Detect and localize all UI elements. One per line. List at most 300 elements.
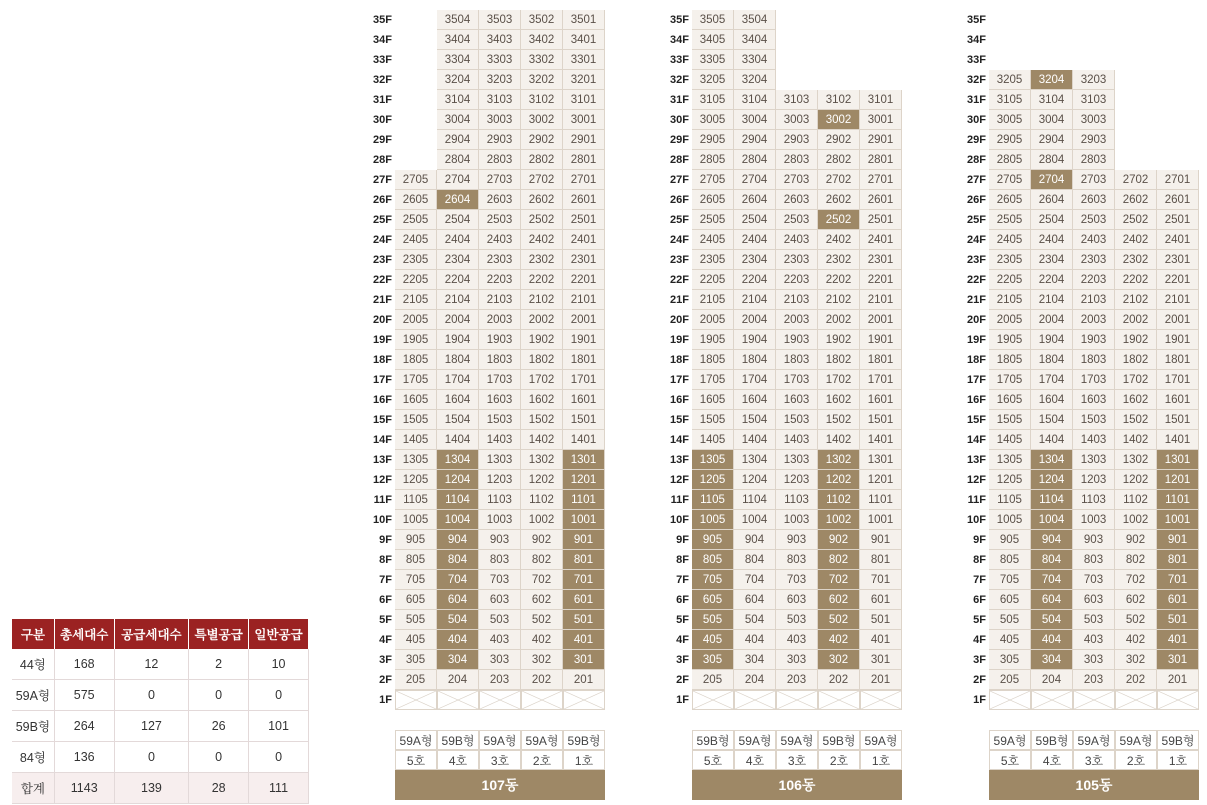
unit-cell: 2002 <box>818 310 860 330</box>
unit-cell: 3001 <box>563 110 605 130</box>
floor-label: 11F <box>670 494 689 506</box>
unit-cell: 3204 <box>1031 70 1073 90</box>
ground-floor-cell <box>1157 690 1199 710</box>
unit-cell: 2803 <box>776 150 818 170</box>
floor-label: 27F <box>967 174 986 186</box>
unit-cell: 805 <box>395 550 437 570</box>
unit-cell: 901 <box>563 530 605 550</box>
unit-cell: 2005 <box>692 310 734 330</box>
unit-cell: 1203 <box>776 470 818 490</box>
unit-cell: 2304 <box>734 250 776 270</box>
unit-cell: 701 <box>1157 570 1199 590</box>
unit-cell: 2303 <box>1073 250 1115 270</box>
unit-cell: 3003 <box>776 110 818 130</box>
unit-cell: 603 <box>1073 590 1115 610</box>
unit-cell: 3304 <box>734 50 776 70</box>
unit-cell: 2503 <box>479 210 521 230</box>
unit-cell: 3405 <box>692 30 734 50</box>
unit-cell: 3404 <box>734 30 776 50</box>
floor-label: 2F <box>676 674 689 686</box>
unit-cell: 1305 <box>989 450 1031 470</box>
unit-cell: 1101 <box>860 490 902 510</box>
floor-label: 19F <box>670 334 689 346</box>
unit-cell: 1205 <box>989 470 1031 490</box>
floor-label: 12F <box>967 474 986 486</box>
floor-label: 26F <box>670 194 689 206</box>
unit-cell: 1301 <box>563 450 605 470</box>
floor-label: 33F <box>373 54 392 66</box>
unit-cell: 2004 <box>1031 310 1073 330</box>
unit-cell: 2405 <box>395 230 437 250</box>
summary-cell: 12 <box>114 649 189 680</box>
floor-label: 4F <box>379 634 392 646</box>
unit-cell: 2805 <box>692 150 734 170</box>
unit-cell: 602 <box>521 590 563 610</box>
unit-cell: 2504 <box>734 210 776 230</box>
unit-type-label: 59A형 <box>776 730 818 750</box>
floor-label: 14F <box>670 434 689 446</box>
unit-cell: 402 <box>521 630 563 650</box>
unit-cell: 801 <box>1157 550 1199 570</box>
floor-label: 17F <box>670 374 689 386</box>
unit-cell: 704 <box>437 570 479 590</box>
unit-cell: 504 <box>437 610 479 630</box>
unit-cell: 1501 <box>1157 410 1199 430</box>
unit-cell: 1402 <box>1115 430 1157 450</box>
unit-cell: 1601 <box>1157 390 1199 410</box>
unit-cell: 3403 <box>479 30 521 50</box>
unit-cell: 2204 <box>437 270 479 290</box>
unit-cell: 704 <box>1031 570 1073 590</box>
unit-cell: 2701 <box>860 170 902 190</box>
unit-cell: 1905 <box>692 330 734 350</box>
unit-cell: 3205 <box>989 70 1031 90</box>
floor-label: 33F <box>670 54 689 66</box>
unit-cell: 2901 <box>563 130 605 150</box>
unit-cell: 303 <box>776 650 818 670</box>
unit-type-label: 59A형 <box>860 730 902 750</box>
unit-cell: 3205 <box>692 70 734 90</box>
unit-cell: 1001 <box>1157 510 1199 530</box>
unit-cell: 2204 <box>1031 270 1073 290</box>
floor-label: 35F <box>967 14 986 26</box>
unit-cell: 204 <box>1031 670 1073 690</box>
unit-cell: 2703 <box>776 170 818 190</box>
unit-cell: 2901 <box>860 130 902 150</box>
floor-label: 24F <box>373 234 392 246</box>
floor-label: 25F <box>373 214 392 226</box>
floor-label: 17F <box>967 374 986 386</box>
unit-cell: 2305 <box>692 250 734 270</box>
unit-cell: 405 <box>395 630 437 650</box>
unit-cell: 1703 <box>479 370 521 390</box>
unit-cell: 305 <box>692 650 734 670</box>
floor-label: 29F <box>373 134 392 146</box>
floor-label: 27F <box>373 174 392 186</box>
unit-cell: 2302 <box>818 250 860 270</box>
unit-cell: 2403 <box>479 230 521 250</box>
unit-cell: 2205 <box>395 270 437 290</box>
unit-cell: 1404 <box>734 430 776 450</box>
unit-cell: 203 <box>776 670 818 690</box>
unit-cell: 1103 <box>776 490 818 510</box>
floor-label: 16F <box>670 394 689 406</box>
unit-number-label: 5호 <box>395 750 437 770</box>
unit-type-label: 59A형 <box>734 730 776 750</box>
unit-cell: 2402 <box>1115 230 1157 250</box>
unit-cell: 301 <box>860 650 902 670</box>
unit-cell: 1704 <box>437 370 479 390</box>
unit-cell: 205 <box>692 670 734 690</box>
summary-cell: 0 <box>114 742 189 773</box>
summary-row <box>12 680 309 711</box>
unit-cell: 1105 <box>692 490 734 510</box>
unit-cell: 1604 <box>1031 390 1073 410</box>
unit-cell: 605 <box>989 590 1031 610</box>
floor-label: 16F <box>373 394 392 406</box>
summary-cell: 59A형 <box>12 680 54 711</box>
unit-cell: 702 <box>521 570 563 590</box>
unit-cell: 3103 <box>776 90 818 110</box>
unit-cell: 2905 <box>692 130 734 150</box>
unit-cell: 1803 <box>1073 350 1115 370</box>
unit-cell: 2704 <box>437 170 479 190</box>
unit-cell: 3102 <box>818 90 860 110</box>
unit-cell: 601 <box>860 590 902 610</box>
floor-label: 2F <box>379 674 392 686</box>
floor-label: 23F <box>373 254 392 266</box>
unit-number-label: 3호 <box>776 750 818 770</box>
unit-cell: 1305 <box>395 450 437 470</box>
unit-cell: 802 <box>818 550 860 570</box>
unit-cell: 2302 <box>1115 250 1157 270</box>
unit-cell: 3105 <box>692 90 734 110</box>
summary-header-general-supply: 일반공급 <box>249 619 309 649</box>
summary-cell: 0 <box>189 680 249 711</box>
unit-cell: 1303 <box>776 450 818 470</box>
unit-cell: 2902 <box>818 130 860 150</box>
unit-cell: 1502 <box>521 410 563 430</box>
unit-cell: 1105 <box>395 490 437 510</box>
summary-cell: 101 <box>249 711 309 742</box>
unit-cell: 201 <box>1157 670 1199 690</box>
unit-cell: 2401 <box>1157 230 1199 250</box>
unit-cell: 1704 <box>734 370 776 390</box>
unit-type-label: 59B형 <box>818 730 860 750</box>
unit-cell: 1003 <box>1073 510 1115 530</box>
unit-number-label: 3호 <box>479 750 521 770</box>
floor-label: 27F <box>670 174 689 186</box>
unit-cell: 1404 <box>1031 430 1073 450</box>
unit-cell: 1201 <box>563 470 605 490</box>
summary-cell: 0 <box>249 742 309 773</box>
unit-cell: 1005 <box>692 510 734 530</box>
floor-label: 23F <box>967 254 986 266</box>
unit-cell: 1405 <box>692 430 734 450</box>
unit-cell: 1802 <box>1115 350 1157 370</box>
unit-cell: 705 <box>989 570 1031 590</box>
unit-cell: 2702 <box>521 170 563 190</box>
floor-label: 4F <box>676 634 689 646</box>
unit-type-label: 59A형 <box>479 730 521 750</box>
unit-cell: 1005 <box>395 510 437 530</box>
unit-cell: 2202 <box>1115 270 1157 290</box>
unit-cell: 3103 <box>479 90 521 110</box>
unit-cell: 2705 <box>395 170 437 190</box>
unit-cell: 1305 <box>692 450 734 470</box>
unit-cell: 1502 <box>1115 410 1157 430</box>
unit-cell: 903 <box>776 530 818 550</box>
unit-cell: 3201 <box>563 70 605 90</box>
unit-cell: 204 <box>734 670 776 690</box>
summary-cell: 0 <box>114 680 189 711</box>
unit-cell: 802 <box>1115 550 1157 570</box>
unit-cell: 1602 <box>521 390 563 410</box>
unit-cell: 3501 <box>563 10 605 30</box>
unit-cell: 2002 <box>1115 310 1157 330</box>
unit-cell: 2002 <box>521 310 563 330</box>
floor-label: 32F <box>670 74 689 86</box>
floor-label: 17F <box>373 374 392 386</box>
unit-cell: 203 <box>479 670 521 690</box>
unit-cell: 2001 <box>860 310 902 330</box>
unit-cell: 1903 <box>1073 330 1115 350</box>
unit-cell: 2701 <box>1157 170 1199 190</box>
floor-label: 5F <box>973 614 986 626</box>
unit-cell: 2103 <box>1073 290 1115 310</box>
floor-label: 33F <box>967 54 986 66</box>
floor-label: 15F <box>967 414 986 426</box>
floor-label: 18F <box>967 354 986 366</box>
unit-cell: 2503 <box>1073 210 1115 230</box>
unit-type-label: 59A형 <box>1115 730 1157 750</box>
unit-cell: 2801 <box>563 150 605 170</box>
unit-cell: 2904 <box>734 130 776 150</box>
unit-cell: 2802 <box>521 150 563 170</box>
unit-cell: 304 <box>437 650 479 670</box>
unit-cell: 1304 <box>437 450 479 470</box>
floor-label: 31F <box>967 94 986 106</box>
unit-cell: 1003 <box>479 510 521 530</box>
unit-cell: 3001 <box>860 110 902 130</box>
floor-label: 1F <box>973 694 986 706</box>
unit-cell: 304 <box>1031 650 1073 670</box>
unit-cell: 2104 <box>734 290 776 310</box>
unit-type-label: 59A형 <box>989 730 1031 750</box>
unit-cell: 604 <box>437 590 479 610</box>
unit-cell: 1504 <box>734 410 776 430</box>
unit-cell: 3503 <box>479 10 521 30</box>
unit-cell: 1203 <box>1073 470 1115 490</box>
unit-cell: 1505 <box>989 410 1031 430</box>
unit-cell: 403 <box>479 630 521 650</box>
unit-cell: 1705 <box>395 370 437 390</box>
unit-cell: 3104 <box>734 90 776 110</box>
unit-cell: 801 <box>563 550 605 570</box>
floor-label: 32F <box>373 74 392 86</box>
unit-cell: 1101 <box>1157 490 1199 510</box>
unit-cell: 501 <box>1157 610 1199 630</box>
summary-cell: 10 <box>249 649 309 680</box>
unit-number-label: 2호 <box>818 750 860 770</box>
ground-floor-cell <box>692 690 734 710</box>
unit-cell: 303 <box>479 650 521 670</box>
floor-label: 30F <box>670 114 689 126</box>
summary-cell: 84형 <box>12 742 54 773</box>
unit-cell: 3301 <box>563 50 605 70</box>
unit-cell: 903 <box>479 530 521 550</box>
unit-cell: 704 <box>734 570 776 590</box>
unit-cell: 3005 <box>692 110 734 130</box>
unit-cell: 603 <box>776 590 818 610</box>
unit-cell: 2803 <box>1073 150 1115 170</box>
unit-cell: 1801 <box>860 350 902 370</box>
unit-cell: 1303 <box>479 450 521 470</box>
unit-cell: 1104 <box>734 490 776 510</box>
unit-cell: 2704 <box>1031 170 1073 190</box>
unit-cell: 703 <box>479 570 521 590</box>
unit-cell: 503 <box>479 610 521 630</box>
unit-cell: 3302 <box>521 50 563 70</box>
unit-cell: 1004 <box>437 510 479 530</box>
summary-row <box>12 649 309 680</box>
unit-cell: 2803 <box>479 150 521 170</box>
unit-cell: 1403 <box>1073 430 1115 450</box>
unit-cell: 904 <box>734 530 776 550</box>
floor-label: 9F <box>379 534 392 546</box>
unit-cell: 2203 <box>1073 270 1115 290</box>
unit-cell: 2402 <box>521 230 563 250</box>
summary-total-cell: 111 <box>249 773 309 804</box>
unit-cell: 402 <box>1115 630 1157 650</box>
unit-cell: 1804 <box>1031 350 1073 370</box>
unit-cell: 605 <box>395 590 437 610</box>
unit-cell: 3003 <box>1073 110 1115 130</box>
unit-cell: 3305 <box>692 50 734 70</box>
unit-cell: 2305 <box>395 250 437 270</box>
unit-cell: 2601 <box>563 190 605 210</box>
unit-cell: 1804 <box>734 350 776 370</box>
unit-cell: 1901 <box>1157 330 1199 350</box>
unit-cell: 1502 <box>818 410 860 430</box>
unit-cell: 1605 <box>395 390 437 410</box>
unit-cell: 905 <box>989 530 1031 550</box>
unit-cell: 1904 <box>437 330 479 350</box>
unit-cell: 2604 <box>437 190 479 210</box>
unit-cell: 605 <box>692 590 734 610</box>
unit-cell: 502 <box>521 610 563 630</box>
unit-cell: 301 <box>563 650 605 670</box>
floor-label: 21F <box>670 294 689 306</box>
unit-cell: 2703 <box>1073 170 1115 190</box>
summary-cell: 0 <box>189 742 249 773</box>
unit-cell: 3402 <box>521 30 563 50</box>
unit-cell: 1801 <box>563 350 605 370</box>
unit-cell: 3504 <box>734 10 776 30</box>
floor-label: 13F <box>967 454 986 466</box>
unit-type-label: 59B형 <box>1157 730 1199 750</box>
unit-cell: 1302 <box>818 450 860 470</box>
unit-cell: 1304 <box>734 450 776 470</box>
ground-floor-cell <box>563 690 605 710</box>
unit-cell: 501 <box>860 610 902 630</box>
unit-cell: 2304 <box>437 250 479 270</box>
unit-cell: 602 <box>818 590 860 610</box>
unit-cell: 3203 <box>1073 70 1115 90</box>
unit-cell: 2104 <box>1031 290 1073 310</box>
unit-cell: 2705 <box>989 170 1031 190</box>
unit-cell: 901 <box>860 530 902 550</box>
floor-label: 18F <box>670 354 689 366</box>
unit-cell: 2804 <box>1031 150 1073 170</box>
summary-cell: 0 <box>249 680 309 711</box>
unit-cell: 401 <box>860 630 902 650</box>
unit-cell: 3304 <box>437 50 479 70</box>
summary-header-supply-households: 공급세대수 <box>114 619 189 649</box>
unit-cell: 2404 <box>734 230 776 250</box>
unit-cell: 2303 <box>776 250 818 270</box>
building-name: 105동 <box>989 770 1199 800</box>
unit-cell: 2302 <box>521 250 563 270</box>
unit-cell: 3004 <box>734 110 776 130</box>
unit-cell: 1403 <box>479 430 521 450</box>
unit-cell: 1604 <box>437 390 479 410</box>
floor-label: 35F <box>373 14 392 26</box>
floor-label: 30F <box>373 114 392 126</box>
unit-cell: 3204 <box>734 70 776 90</box>
unit-number-label: 5호 <box>692 750 734 770</box>
floor-label: 14F <box>967 434 986 446</box>
unit-cell: 301 <box>1157 650 1199 670</box>
floor-label: 21F <box>967 294 986 306</box>
unit-cell: 2603 <box>1073 190 1115 210</box>
unit-cell: 1605 <box>692 390 734 410</box>
summary-header-row <box>12 619 309 649</box>
unit-cell: 902 <box>521 530 563 550</box>
unit-cell: 1503 <box>479 410 521 430</box>
floor-label: 11F <box>373 494 392 506</box>
unit-cell: 3203 <box>479 70 521 90</box>
unit-cell: 2501 <box>1157 210 1199 230</box>
ground-floor-cell <box>521 690 563 710</box>
floor-label: 6F <box>379 594 392 606</box>
ground-floor-cell <box>989 690 1031 710</box>
unit-cell: 201 <box>860 670 902 690</box>
unit-cell: 905 <box>692 530 734 550</box>
floor-label: 12F <box>373 474 392 486</box>
unit-cell: 3105 <box>989 90 1031 110</box>
unit-cell: 2904 <box>1031 130 1073 150</box>
unit-cell: 1705 <box>989 370 1031 390</box>
unit-cell: 505 <box>989 610 1031 630</box>
unit-cell: 1105 <box>989 490 1031 510</box>
unit-cell: 304 <box>734 650 776 670</box>
floor-label: 23F <box>670 254 689 266</box>
unit-cell: 205 <box>989 670 1031 690</box>
ground-floor-cell <box>479 690 521 710</box>
floor-label: 12F <box>670 474 689 486</box>
unit-cell: 1802 <box>521 350 563 370</box>
unit-cell: 2105 <box>395 290 437 310</box>
unit-cell: 2705 <box>692 170 734 190</box>
unit-cell: 1405 <box>989 430 1031 450</box>
unit-cell: 405 <box>989 630 1031 650</box>
unit-cell: 2003 <box>1073 310 1115 330</box>
unit-cell: 801 <box>860 550 902 570</box>
unit-cell: 1903 <box>479 330 521 350</box>
floor-label: 19F <box>967 334 986 346</box>
unit-cell: 404 <box>1031 630 1073 650</box>
